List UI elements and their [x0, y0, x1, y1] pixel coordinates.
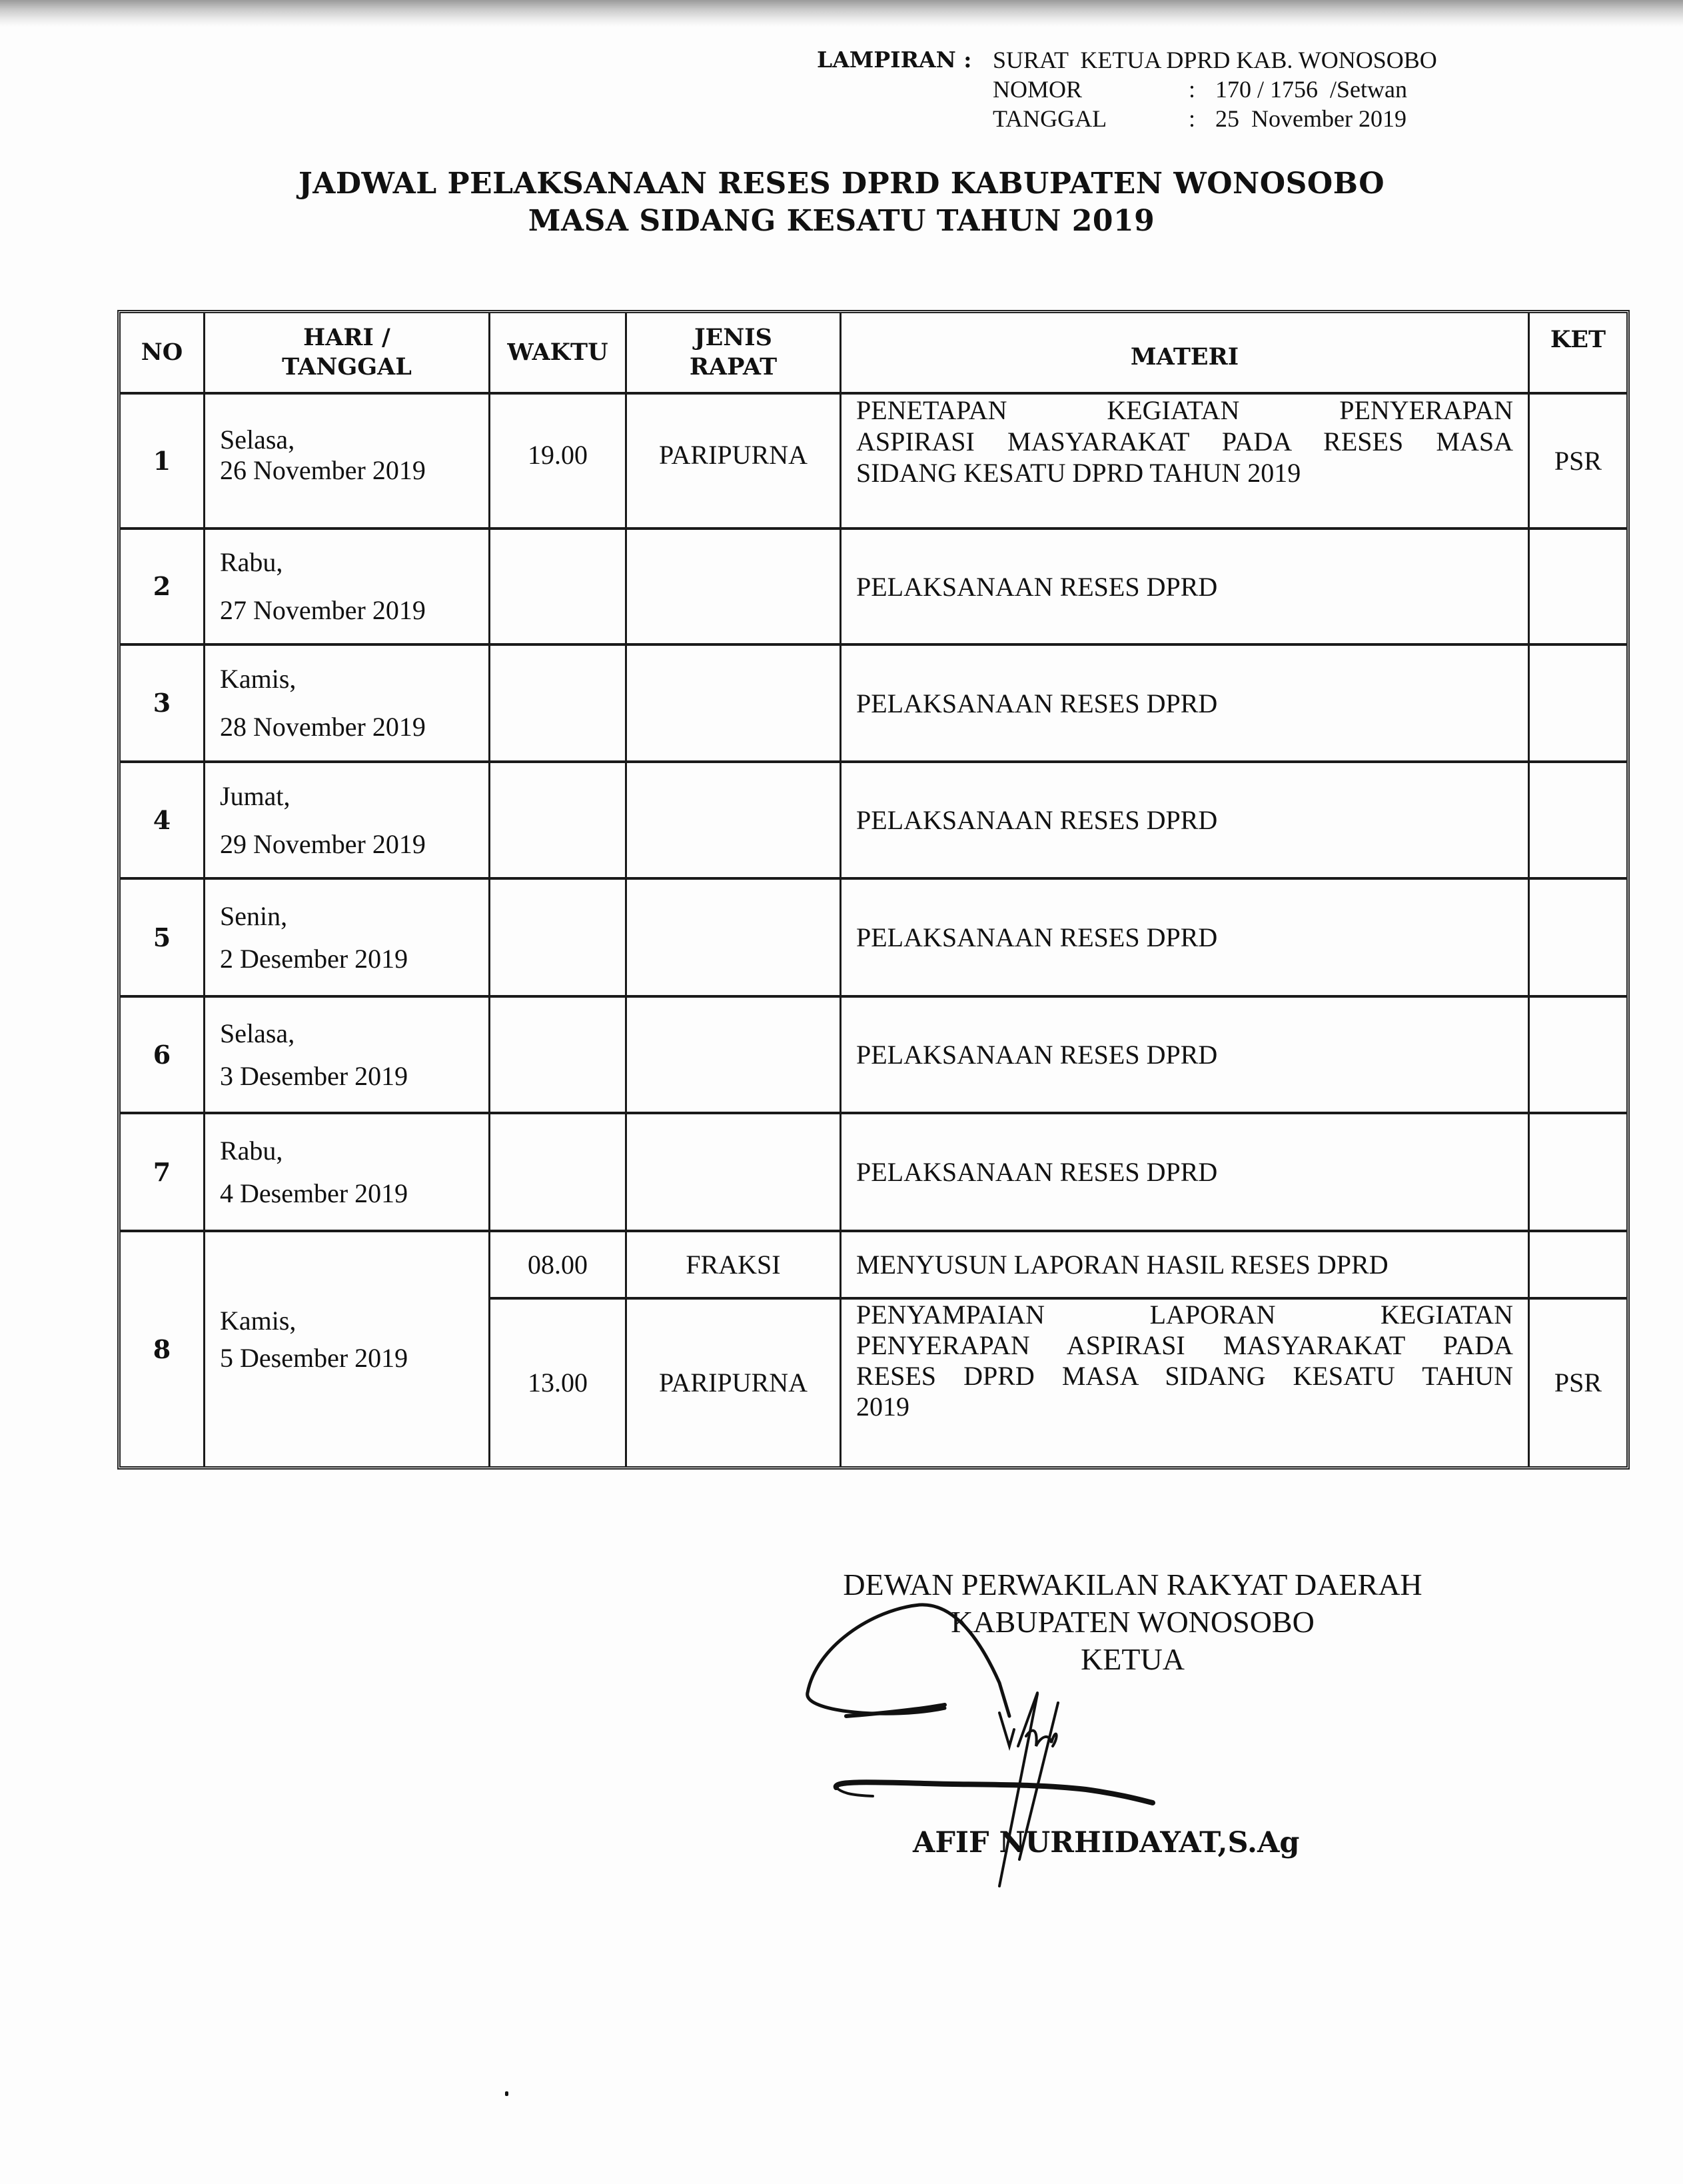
lampiran-block	[817, 45, 1437, 133]
row-1-no: 1	[153, 445, 171, 476]
row-4-materi: PELAKSANAAN RESES DPRD	[856, 805, 1218, 835]
lampiran-surat: SURAT KETUA DPRD KAB. WONOSOBO	[993, 47, 1437, 73]
row-1-materi-line: PENETAPAN KEGIATAN PENYERAPAN	[856, 395, 1513, 425]
row-7-date	[205, 1114, 488, 1230]
header-waktu	[490, 313, 625, 392]
row-2-no: 2	[153, 571, 171, 601]
row-2-date	[205, 530, 488, 643]
document-title-line2: MASA SIDANG KESATU TAHUN 2019	[528, 204, 1155, 238]
row-8b-materi-line: 2019	[856, 1392, 909, 1422]
row-8b-jenis: PARIPURNA	[658, 1368, 808, 1398]
scan-shadow	[0, 0, 1683, 27]
header-hari-tanggal	[205, 313, 488, 392]
row-6-date-text: 3 Desember 2019	[220, 1060, 408, 1091]
tanggal-value: 25 November 2019	[1215, 105, 1406, 132]
row-8-date	[205, 1232, 488, 1466]
row-6-day: Selasa,	[220, 1018, 295, 1048]
row-1-materi	[842, 395, 1528, 527]
row-8-date-text: 5 Desember 2019	[220, 1342, 408, 1373]
row-4-day: Jumat,	[220, 780, 290, 811]
row-2-date-text: 27 November 2019	[220, 595, 426, 625]
row-4-date	[205, 763, 488, 877]
header-materi-label: MATERI	[1130, 343, 1239, 371]
row-6-materi: PELAKSANAAN RESES DPRD	[856, 1040, 1218, 1070]
header-rapat-label: RAPAT	[689, 353, 778, 381]
row-2-materi: PELAKSANAAN RESES DPRD	[856, 571, 1218, 602]
row-5-date	[205, 880, 488, 995]
nomor-sep: :	[1189, 76, 1196, 103]
row-1-jenis: PARIPURNA	[658, 439, 808, 470]
row-1-day: Selasa,	[220, 424, 295, 455]
row-8b-materi	[842, 1300, 1528, 1466]
row-3-day: Kamis,	[220, 664, 296, 694]
row-5-day: Senin,	[220, 900, 288, 931]
row-8b-materi-line: PENYERAPAN ASPIRASI MASYARAKAT PADA	[856, 1330, 1513, 1360]
row-1-date-text: 26 November 2019	[220, 455, 426, 485]
row-8-no: 8	[153, 1334, 171, 1364]
header-jenis-rapat	[627, 313, 840, 392]
header-ket	[1530, 313, 1626, 392]
row-3-no: 3	[153, 688, 171, 718]
row-4-no: 4	[153, 804, 171, 835]
nomor-value: 170 / 1756 /Setwan	[1215, 76, 1407, 103]
row-6-date	[205, 998, 488, 1112]
row-8a-jenis: FRAKSI	[686, 1249, 781, 1280]
header-waktu-label: WAKTU	[507, 339, 608, 366]
row-1-waktu: 19.00	[528, 439, 588, 470]
row-1-ket: PSR	[1554, 445, 1602, 476]
header-tanggal-label: TANGGAL	[282, 353, 412, 381]
row-8a-waktu: 08.00	[528, 1249, 588, 1280]
row-8b-waktu: 13.00	[528, 1368, 588, 1398]
row-7-day: Rabu,	[220, 1135, 283, 1166]
row-2-day: Rabu,	[220, 547, 283, 577]
signature-org-line1: DEWAN PERWAKILAN RAKYAT DAERAH	[843, 1568, 1422, 1602]
tanggal-label: TANGGAL	[993, 105, 1107, 132]
header-no-label: NO	[141, 339, 183, 366]
header-jenis-label: JENIS	[694, 324, 772, 351]
row-4-date-text: 29 November 2019	[220, 828, 426, 859]
header-materi	[842, 313, 1528, 392]
row-8-day: Kamis,	[220, 1305, 296, 1336]
row-1-date	[205, 395, 488, 527]
signature-lower-bar	[836, 1782, 1153, 1803]
row-3-date	[205, 646, 488, 760]
row-8b-materi-line: PENYAMPAIAN LAPORAN KEGIATAN	[856, 1300, 1513, 1330]
header-ket-label: KET	[1550, 326, 1606, 353]
row-6-no: 6	[153, 1039, 171, 1070]
row-5-no: 5	[153, 922, 171, 952]
row-8b-ket: PSR	[1554, 1368, 1602, 1398]
signature-org-line2: KABUPATEN WONOSOBO	[951, 1605, 1315, 1639]
signature-loop-stroke	[808, 1605, 1009, 1716]
row-5-materi: PELAKSANAAN RESES DPRD	[856, 922, 1218, 952]
row-3-date-text: 28 November 2019	[220, 712, 426, 742]
schedule-table	[117, 310, 1630, 1470]
signer-name: AFIF NURHIDAYAT,S.Ag	[913, 1826, 1300, 1859]
header-hari-label: HARI /	[303, 324, 390, 351]
row-1-materi-line: SIDANG KESATU DPRD TAHUN 2019	[856, 458, 1301, 488]
document-title-line1: JADWAL PELAKSANAAN RESES DPRD KABUPATEN WONOSOBO	[298, 167, 1385, 201]
row-1-materi-line: ASPIRASI MASYARAKAT PADA RESES MASA	[856, 427, 1513, 457]
row-8a-materi: MENYUSUN LAPORAN HASIL RESES DPRD	[856, 1250, 1389, 1280]
row-7-materi: PELAKSANAAN RESES DPRD	[856, 1157, 1218, 1187]
scan-speck	[505, 2091, 508, 2096]
row-3-materi: PELAKSANAAN RESES DPRD	[856, 688, 1218, 718]
signature-position: KETUA	[1081, 1642, 1185, 1676]
row-5-date-text: 2 Desember 2019	[220, 943, 408, 974]
lampiran-label: LAMPIRAN :	[817, 47, 972, 73]
row-7-date-text: 4 Desember 2019	[220, 1178, 408, 1208]
nomor-label: NOMOR	[993, 76, 1083, 103]
tanggal-sep: :	[1189, 105, 1196, 132]
header-no	[121, 313, 203, 392]
row-8b-materi-line: RESES DPRD MASA SIDANG KESATU TAHUN	[856, 1361, 1513, 1391]
row-7-no: 7	[153, 1156, 171, 1187]
signature-lower-tail	[836, 1787, 873, 1796]
